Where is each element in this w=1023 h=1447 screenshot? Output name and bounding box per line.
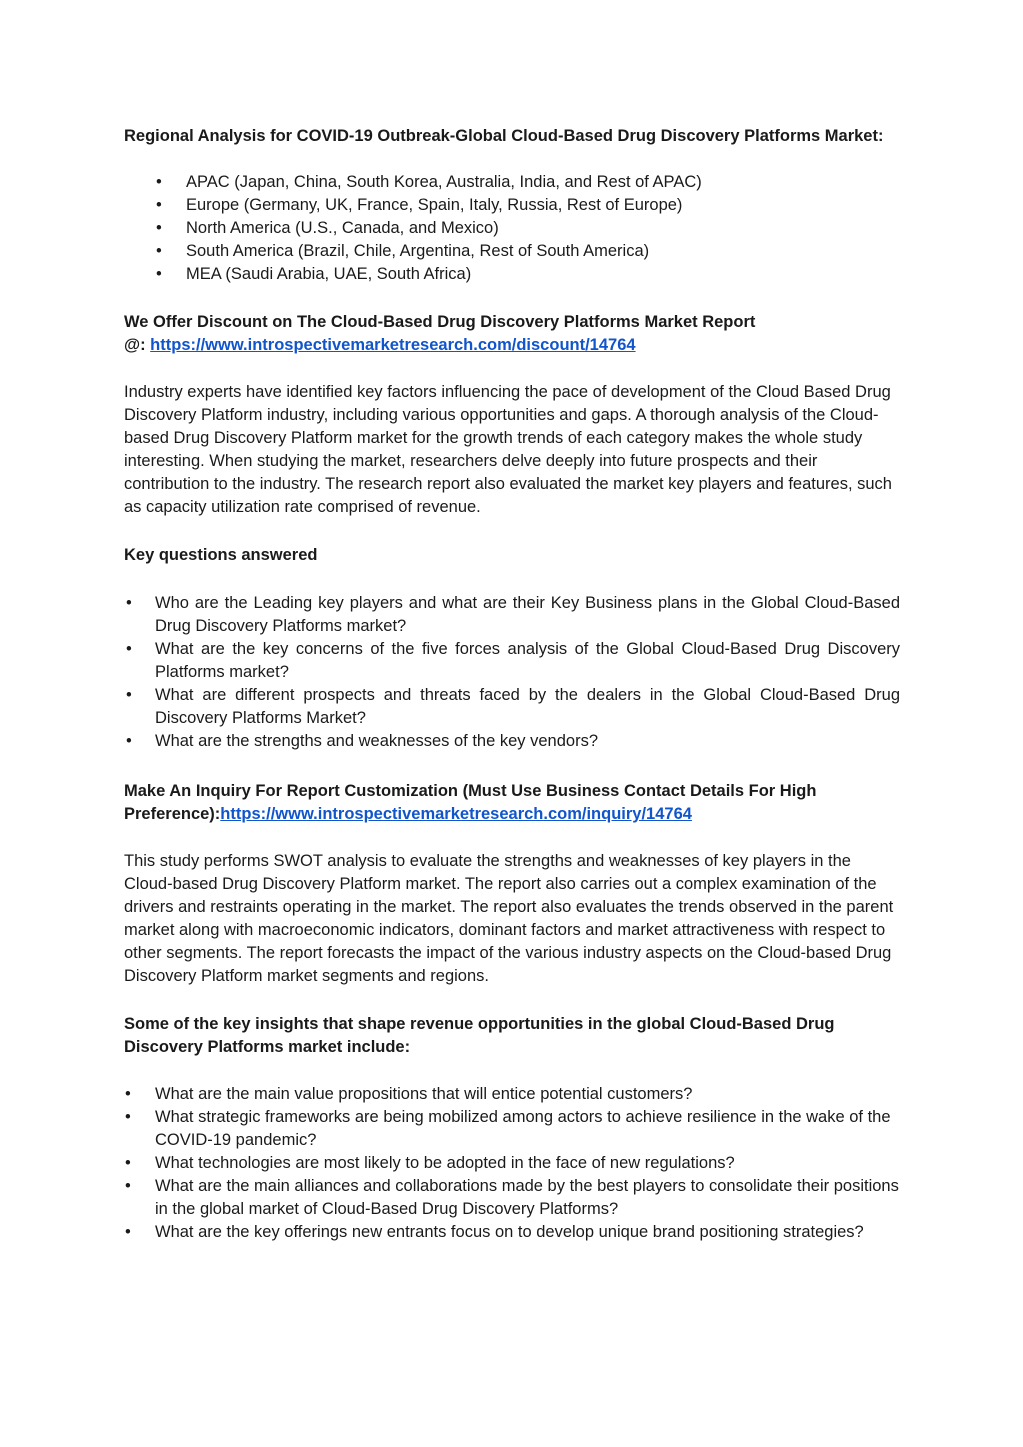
list-item: • South America (Brazil, Chile, Argentina, Rest of South America) [124, 240, 900, 263]
list-item: • What are the strengths and weaknesses of the key vendors? [124, 730, 900, 753]
list-item: • What are the key offerings new entrants focus on to develop unique brand positioning strategies? [124, 1221, 900, 1244]
list-item: • What are the key concerns of the five forces analysis of the Global Cloud-Based Drug Discovery Platforms market? [124, 638, 900, 684]
swot-paragraph: This study performs SWOT analysis to evaluate the strengths and weaknesses of key players in the Cloud-based Drug Discovery Platform market. The report also carries out a complex examination of the drivers and restraints operating in the market. The report also evaluates the trends observed in the parent market along with macroeconomic indicators, dominant factors and market attractiveness with respect to other segments. The report forecasts the impact of the various industry aspects on the Cloud-based Drug Discovery Platform market segments and regions. [124, 852, 894, 985]
list-item: • What are different prospects and threats faced by the dealers in the Global Cloud-Based Drug Discovery Platforms Market? [124, 684, 900, 730]
insights-heading: Some of the key insights that shape revenue opportunities in the global Cloud-Based Drug Discovery Platforms market include: [124, 1015, 835, 1056]
inquiry-text: Make An Inquiry For Report Customization (Must Use Business Contact Details For High Preference): [124, 782, 817, 823]
list-item: • North America (U.S., Canada, and Mexico) [124, 217, 900, 240]
list-item: • What are the main alliances and collaborations made by the best players to consolidate their positions in the global market of Cloud-Based Drug Discovery Platforms? [124, 1175, 900, 1221]
intro-paragraph: Industry experts have identified key factors influencing the pace of development of the Cloud Based Drug Discovery Platform industry, including various opportunities and gaps. A thorough analysis of the Cloud-based Drug Discovery Platform market for the growth trends of each category makes the whole study interesting. When studying the market, researchers delve deeply into future prospects and their contribution to the industry. The research report also evaluated the market key players and features, such as capacity utilization rate comprised of revenue. [124, 383, 892, 516]
list-item: • Europe (Germany, UK, France, Spain, Italy, Russia, Rest of Europe) [124, 194, 900, 217]
discount-heading: We Offer Discount on The Cloud-Based Drug Discovery Platforms Market Report [124, 313, 756, 331]
list-item: • What strategic frameworks are being mobilized among actors to achieve resilience in the wake of the COVID-19 pandemic? [124, 1106, 900, 1152]
list-item: • What are the main value propositions that will entice potential customers? [124, 1083, 900, 1106]
discount-block [124, 311, 900, 357]
key-questions-list [124, 592, 900, 753]
discount-link[interactable]: https://www.introspectivemarketresearch.com/discount/14764 [150, 336, 636, 354]
list-item: • MEA (Saudi Arabia, UAE, South Africa) [124, 263, 900, 286]
insights-list [124, 1083, 900, 1244]
inquiry-link[interactable]: https://www.introspectivemarketresearch.com/inquiry/14764 [220, 805, 692, 823]
list-item: • Who are the Leading key players and what are their Key Business plans in the Global Cloud-Based Drug Discovery Platforms market? [124, 592, 900, 638]
discount-prefix: @: [124, 336, 151, 354]
list-item: • APAC (Japan, China, South Korea, Australia, India, and Rest of APAC) [124, 171, 900, 194]
inquiry-block [124, 780, 900, 826]
key-questions-heading: Key questions answered [124, 546, 318, 564]
regional-heading: Regional Analysis for COVID-19 Outbreak-Global Cloud-Based Drug Discovery Platforms Market: [124, 127, 884, 145]
regional-list [124, 171, 900, 286]
list-item: • What technologies are most likely to be adopted in the face of new regulations? [124, 1152, 900, 1175]
